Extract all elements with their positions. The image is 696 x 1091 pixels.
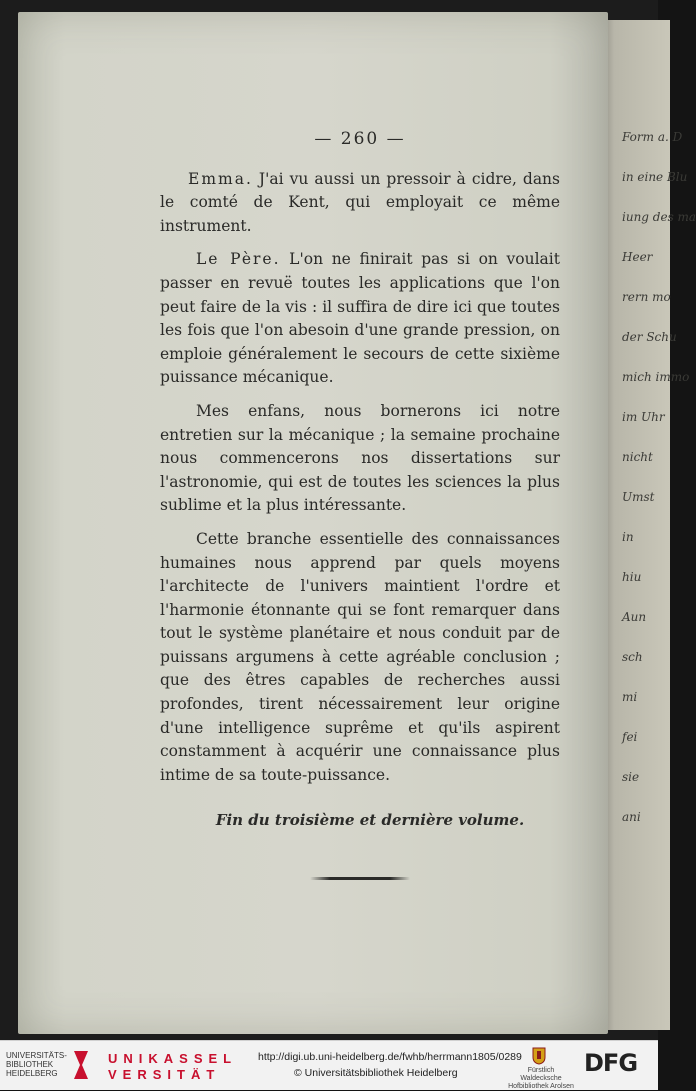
facing-page-fragment: der Schu (622, 330, 677, 344)
facing-page-fragment: mi (622, 690, 638, 704)
facing-page-fragment: Aun (622, 610, 647, 624)
facing-page-fragment: hiu (622, 570, 642, 584)
paragraph-1 (160, 168, 560, 239)
facing-page-fragment: Heer (622, 250, 653, 264)
facing-page-fragment: im Uhr (622, 410, 665, 424)
facing-page-fragment: rern mo (622, 290, 671, 304)
facing-page-fragment: in (622, 530, 634, 544)
facing-page-fragment: ani (622, 810, 641, 824)
facing-page-fragment: Umst (622, 490, 655, 504)
uni-heidelberg-label: UNIVERSITÄTS-BIBLIOTHEK HEIDELBERG (6, 1051, 67, 1078)
facing-page-fragment: mich immo (622, 370, 690, 384)
end-of-volume: Fin du troisième et dernière volume. (215, 811, 525, 830)
arolsen-crest-icon (532, 1047, 546, 1065)
tailpiece-rule (310, 877, 410, 880)
page-text (160, 128, 560, 880)
facing-page-fragment: in eine Blu (622, 170, 688, 184)
copyright-notice: © Universitätsbibliothek Heidelberg (294, 1067, 458, 1079)
page-number: — 260 — (314, 129, 406, 149)
dfg-logo: DFG (584, 1049, 638, 1077)
facing-page-fragment: fei (622, 730, 638, 744)
facing-page-fragment: nicht (622, 450, 653, 464)
permalink-url[interactable]: http://digi.ub.uni-heidelberg.de/fwhb/herrmann1805/0289 (258, 1051, 522, 1063)
paragraph-2 (160, 248, 560, 390)
paragraph-text: L'on ne finirait pas si on voulait passer en revuë toutes les applications que l'on peut faire de la vis : il suffira de dire ici que toutes les fois que l'on abesoin d'une grande pression, on emploie généralement le secours de cette sixième puissance mécanique. (160, 250, 560, 387)
heidelberg-logo-icon (70, 1049, 92, 1081)
speaker-name: Le Père. (196, 250, 281, 269)
kassel-line-1: UNIKASSEL (108, 1051, 238, 1066)
facing-page (600, 20, 696, 1030)
facing-page-fragment: iung des ma (622, 210, 696, 224)
paragraph-text: Mes enfans, nous bornerons ici notre entretien sur la mécanique ; la semaine prochaine nous commencerons nos dissertations sur l'astronomie, qui est de toutes les sciences la plus sublime et la plus intéressante. (160, 401, 560, 515)
speaker-name: Emma. (188, 169, 253, 188)
paragraph-4 (160, 528, 560, 788)
facing-page-fragment: Form a. D (622, 130, 683, 144)
paragraph-text: J'ai vu aussi un pressoir à cidre, dans le comté de Kent, qui employait ce même instrument. (160, 169, 560, 235)
facing-page-fragment: sch (622, 650, 643, 664)
viewer-footer (0, 1040, 658, 1090)
facing-page-fragment: sie (622, 770, 640, 784)
paragraph-3 (160, 400, 560, 518)
kassel-line-2: VERSITÄT (108, 1067, 221, 1082)
arolsen-label: Fürstlich Waldecksche Hofbibliothek Arolsen (508, 1067, 574, 1090)
uni-kassel-logo (108, 1051, 237, 1083)
paragraph-text: Cette branche essentielle des connaissances humaines nous apprend par quels moyens l'architecte de l'univers maintient l'ordre et l'harmonie étonnante qui se font remarquer dans tout le système planétaire et nous conduit par de puissans argumens à cette agréable conclusion ; que des êtres capables de recherches aussi profondes, tirent nécessairement leur origine d'une intelligence suprême et qu'ils aspirent constamment à acquérir une connaissance plus intime de sa toute-puissance. (160, 529, 560, 784)
